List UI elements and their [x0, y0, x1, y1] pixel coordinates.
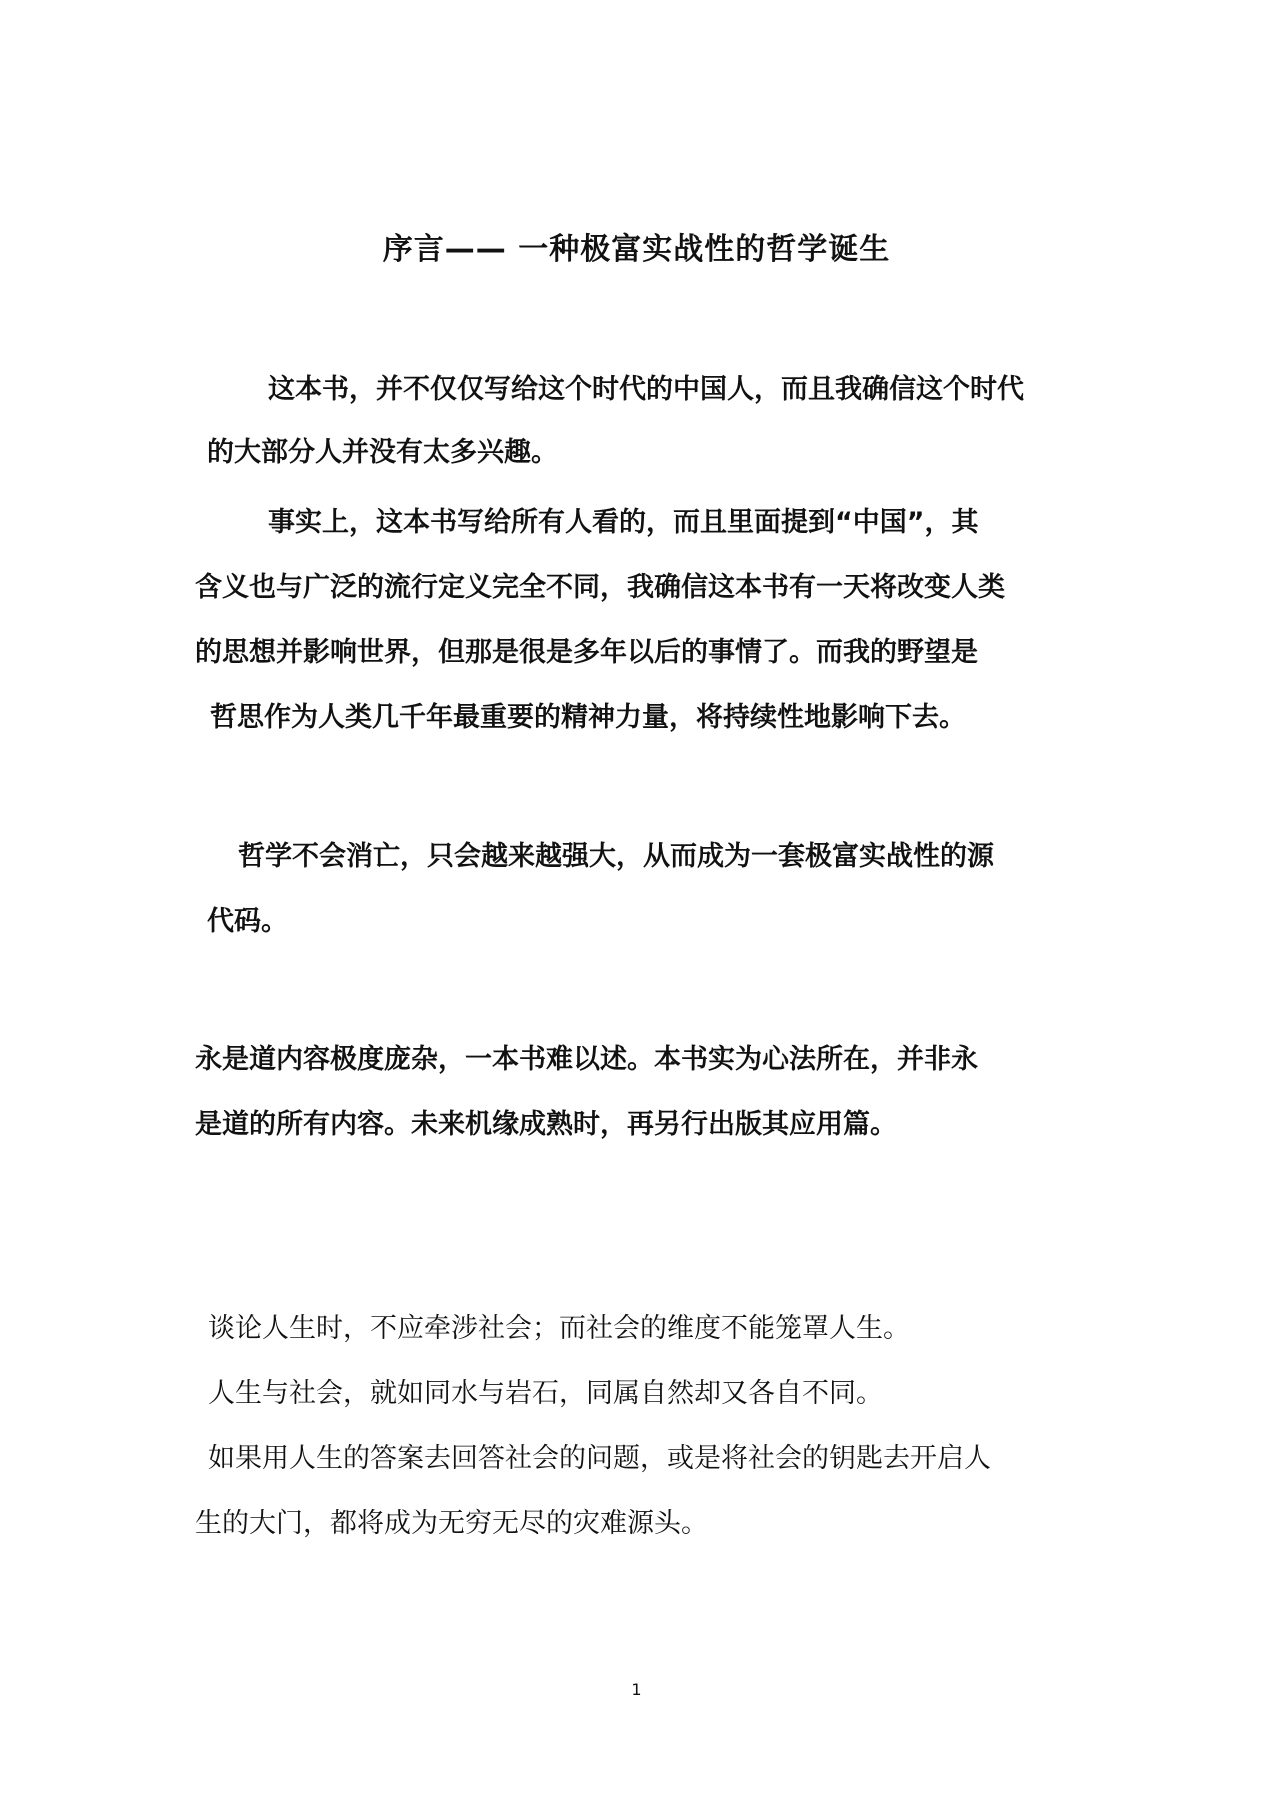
paragraph-5-line-2: 人生与社会，就如同水与岩石，同属自然却又各自不同。	[208, 1378, 883, 1409]
page-title: 序言—— 一种极富实战性的哲学诞生	[382, 232, 891, 267]
paragraph-1-line-2: 的大部分人并没有太多兴趣。	[207, 437, 558, 468]
paragraph-5-line-4: 生的大门，都将成为无穷无尽的灾难源头。	[195, 1508, 708, 1539]
paragraph-3-line-1: 哲学不会消亡，只会越来越强大，从而成为一套极富实战性的源	[238, 841, 994, 872]
paragraph-2-line-4: 哲思作为人类几千年最重要的精神力量，将持续性地影响下去。	[210, 702, 966, 733]
paragraph-2-line-2: 含义也与广泛的流行定义完全不同，我确信这本书有一天将改变人类	[195, 572, 1005, 603]
paragraph-3-line-2: 代码。	[207, 906, 288, 937]
paragraph-5-line-1: 谈论人生时，不应牵涉社会；而社会的维度不能笼罩人生。	[208, 1313, 910, 1344]
paragraph-5-line-3: 如果用人生的答案去回答社会的问题，或是将社会的钥匙去开启人	[208, 1443, 991, 1474]
page-number: 1	[631, 1680, 642, 1699]
paragraph-1-line-1: 这本书，并不仅仅写给这个时代的中国人，而且我确信这个时代	[268, 374, 1024, 405]
paragraph-4-line-2: 是道的所有内容。未来机缘成熟时，再另行出版其应用篇。	[195, 1109, 897, 1140]
paragraph-2-line-1: 事实上，这本书写给所有人看的，而且里面提到“中国”，其	[268, 507, 979, 538]
paragraph-2-line-3: 的思想并影响世界，但那是很是多年以后的事情了。而我的野望是	[195, 637, 978, 668]
paragraph-4-line-1: 永是道内容极度庞杂，一本书难以述。本书实为心法所在，并非永	[195, 1044, 978, 1075]
